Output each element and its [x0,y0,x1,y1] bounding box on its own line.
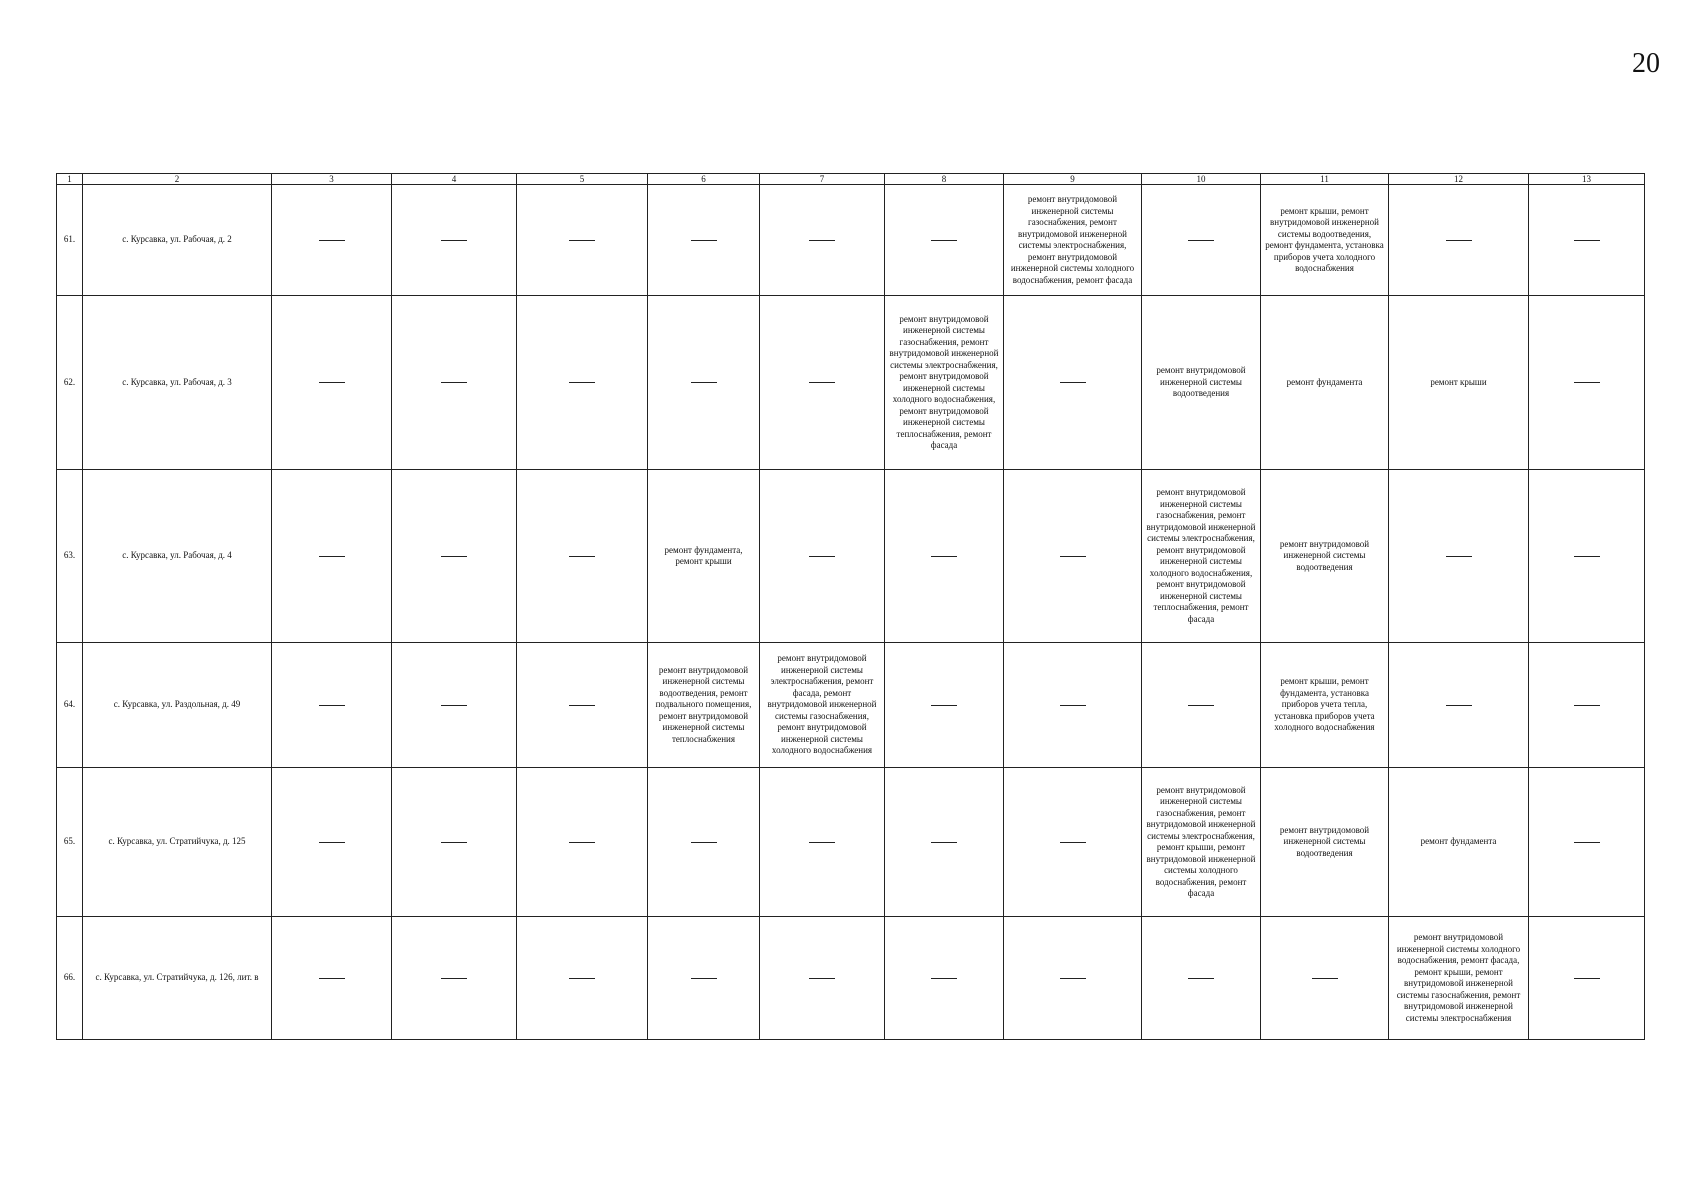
column-number: 10 [1142,174,1261,185]
empty-cell [1389,470,1529,643]
table-row [57,917,1645,1040]
dash-mark [1060,978,1086,979]
dash-mark [441,556,467,557]
empty-cell [1142,185,1261,296]
column-number: 8 [885,174,1004,185]
column-number: 11 [1261,174,1389,185]
dash-mark [441,382,467,383]
dash-mark [569,842,595,843]
dash-mark [809,240,835,241]
column-number: 12 [1389,174,1529,185]
empty-cell [1142,917,1261,1040]
empty-cell [760,296,885,470]
work-description-cell: ремонт внутридомовой инженерной системы электроснабжения, ремонт фасада, ремонт внутридомовой инженерной системы газоснабжения, ремонт внутридомовой инженерной системы холодного водоснабжения [760,643,885,768]
empty-cell [1261,917,1389,1040]
dash-mark [319,382,345,383]
row-number: 63. [57,470,83,643]
dash-mark [569,978,595,979]
empty-cell [648,917,760,1040]
empty-cell [885,185,1004,296]
dash-mark [809,382,835,383]
dash-mark [691,382,717,383]
dash-mark [1574,556,1600,557]
empty-cell [392,470,517,643]
empty-cell [1529,643,1645,768]
empty-cell [392,768,517,917]
dash-mark [319,978,345,979]
empty-cell [648,185,760,296]
empty-cell [1529,296,1645,470]
dash-mark [319,556,345,557]
address-cell: с. Курсавка, ул. Рабочая, д. 4 [83,470,272,643]
empty-cell [392,917,517,1040]
dash-mark [1574,705,1600,706]
repair-schedule-table [56,173,1645,1040]
empty-cell [1529,470,1645,643]
dash-mark [809,978,835,979]
empty-cell [392,643,517,768]
table-row [57,470,1645,643]
work-description-cell: ремонт крыши, ремонт фундамента, установка приборов учета тепла, установка приборов учета холодного водоснабжения [1261,643,1389,768]
table-row [57,185,1645,296]
dash-mark [441,240,467,241]
dash-mark [1574,382,1600,383]
empty-cell [1004,768,1142,917]
work-description-cell: ремонт крыши [1389,296,1529,470]
work-description-cell: ремонт внутридомовой инженерной системы водоотведения [1261,470,1389,643]
dash-mark [441,842,467,843]
empty-cell [1004,643,1142,768]
dash-mark [691,240,717,241]
dash-mark [691,978,717,979]
work-description-cell: ремонт внутридомовой инженерной системы газоснабжения, ремонт внутридомовой инженерной системы электроснабжения, ремонт внутридомовой инженерной системы холодного водоснабжения, ремонт внутридомовой инженерной системы теплоснабжения, ремонт фасада [1142,470,1261,643]
dash-mark [1060,705,1086,706]
row-number: 61. [57,185,83,296]
empty-cell [1004,470,1142,643]
empty-cell [517,296,648,470]
column-number: 7 [760,174,885,185]
address-cell: с. Курсавка, ул. Стратийчука, д. 126, лит. в [83,917,272,1040]
empty-cell [885,470,1004,643]
dash-mark [1574,842,1600,843]
column-number: 5 [517,174,648,185]
dash-mark [809,556,835,557]
work-description-cell: ремонт внутридомовой инженерной системы холодного водоснабжения, ремонт фасада, ремонт крыши, ремонт внутридомовой инженерной системы газоснабжения, ремонт внутридомовой инженерной системы электроснабжения [1389,917,1529,1040]
empty-cell [760,768,885,917]
work-description-cell: ремонт внутридомовой инженерной системы водоотведения [1261,768,1389,917]
empty-cell [760,917,885,1040]
dash-mark [931,705,957,706]
empty-cell [517,185,648,296]
row-number: 62. [57,296,83,470]
empty-cell [272,643,392,768]
dash-mark [569,382,595,383]
column-number-row [57,174,1645,185]
empty-cell [272,768,392,917]
empty-cell [272,296,392,470]
dash-mark [1574,978,1600,979]
column-number: 13 [1529,174,1645,185]
dash-mark [931,240,957,241]
work-description-cell: ремонт крыши, ремонт внутридомовой инженерной системы водоотведения, ремонт фундамента, установка приборов учета холодного водоснабжения [1261,185,1389,296]
dash-mark [931,842,957,843]
dash-mark [931,556,957,557]
page-number: 20 [1632,48,1660,79]
work-description-cell: ремонт внутридомовой инженерной системы газоснабжения, ремонт внутридомовой инженерной системы электроснабжения, ремонт внутридомовой инженерной системы холодного водоснабжения, ремонт внутридомовой инженерной системы теплоснабжения, ремонт фасада [885,296,1004,470]
work-description-cell: ремонт фундамента [1261,296,1389,470]
empty-cell [272,470,392,643]
empty-cell [1529,185,1645,296]
empty-cell [517,470,648,643]
dash-mark [1574,240,1600,241]
empty-cell [885,643,1004,768]
empty-cell [760,470,885,643]
empty-cell [392,185,517,296]
dash-mark [441,705,467,706]
work-description-cell: ремонт внутридомовой инженерной системы водоотведения [1142,296,1261,470]
dash-mark [569,705,595,706]
row-number: 65. [57,768,83,917]
work-description-cell: ремонт внутридомовой инженерной системы газоснабжения, ремонт внутридомовой инженерной системы электроснабжения, ремонт внутридомовой инженерной системы холодного водоснабжения, ремонт фасада [1004,185,1142,296]
dash-mark [1060,556,1086,557]
dash-mark [1060,382,1086,383]
dash-mark [319,240,345,241]
dash-mark [1312,978,1338,979]
row-number: 64. [57,643,83,768]
column-number: 2 [83,174,272,185]
empty-cell [1389,185,1529,296]
column-number: 4 [392,174,517,185]
table-row [57,768,1645,917]
address-cell: с. Курсавка, ул. Раздольная, д. 49 [83,643,272,768]
column-number: 3 [272,174,392,185]
dash-mark [691,842,717,843]
address-cell: с. Курсавка, ул. Рабочая, д. 2 [83,185,272,296]
empty-cell [517,768,648,917]
column-number: 6 [648,174,760,185]
empty-cell [517,917,648,1040]
empty-cell [272,917,392,1040]
table-row [57,643,1645,768]
empty-cell [760,185,885,296]
empty-cell [648,768,760,917]
empty-cell [1389,643,1529,768]
dash-mark [1446,705,1472,706]
empty-cell [885,768,1004,917]
dash-mark [1060,842,1086,843]
dash-mark [319,705,345,706]
dash-mark [809,842,835,843]
empty-cell [392,296,517,470]
dash-mark [441,978,467,979]
dash-mark [1188,240,1214,241]
empty-cell [648,296,760,470]
empty-cell [1529,917,1645,1040]
empty-cell [885,917,1004,1040]
dash-mark [569,556,595,557]
empty-cell [1142,643,1261,768]
dash-mark [931,978,957,979]
empty-cell [1004,917,1142,1040]
table-row [57,296,1645,470]
work-description-cell: ремонт фундамента, ремонт крыши [648,470,760,643]
dash-mark [1446,240,1472,241]
empty-cell [272,185,392,296]
address-cell: с. Курсавка, ул. Стратийчука, д. 125 [83,768,272,917]
column-number: 1 [57,174,83,185]
dash-mark [569,240,595,241]
empty-cell [1004,296,1142,470]
work-description-cell: ремонт фундамента [1389,768,1529,917]
row-number: 66. [57,917,83,1040]
dash-mark [319,842,345,843]
address-cell: с. Курсавка, ул. Рабочая, д. 3 [83,296,272,470]
work-description-cell: ремонт внутридомовой инженерной системы газоснабжения, ремонт внутридомовой инженерной системы электроснабжения, ремонт крыши, ремонт внутридомовой инженерной системы холодного водоснабжения, ремонт фасада [1142,768,1261,917]
empty-cell [517,643,648,768]
dash-mark [1188,978,1214,979]
empty-cell [1529,768,1645,917]
dash-mark [1188,705,1214,706]
work-description-cell: ремонт внутридомовой инженерной системы водоотведения, ремонт подвального помещения, ремонт внутридомовой инженерной системы теплоснабжения [648,643,760,768]
dash-mark [1446,556,1472,557]
column-number: 9 [1004,174,1142,185]
